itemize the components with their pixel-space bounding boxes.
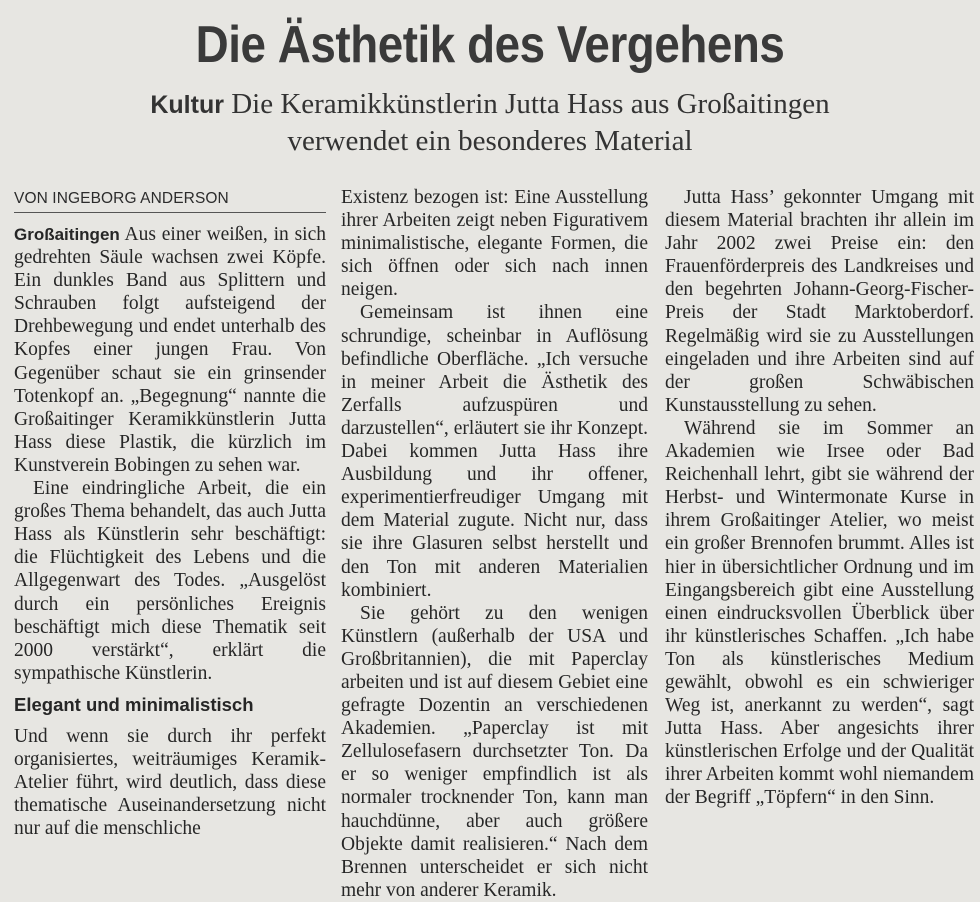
paragraph-7: Während sie im Sommer an Akademien wie Irsee oder Bad Reichenhall lehrt, gibt sie während der Herbst- und Wintermonate Kurse in ihrem Großaitinger Atelier, wo meist ein großer Brennofen brummt. Alles ist hier in übersichtlicher Ordnung und im Eingangsbereich gibt eine Ausstellung einen eindrucksvollen Überblick über ihr künstlerisches Schaffen. „Ich habe Ton als künstlerisches Medium gewählt, obwohl es ein schwieriger Weg ist, anerkannt zu werden“, sagt Jutta Hass. Aber angesichts ihrer künstlerischen Erfolge und der Qualität ihrer Arbeiten kommt wohl niemandem der Begriff „Töpfern“ in den Sinn. (665, 417, 974, 809)
subhead-line-2: verwendet ein besonderes Material (287, 125, 693, 157)
byline: VON INGEBORG ANDERSON (14, 188, 326, 213)
paragraph-1-text: Aus einer weißen, in sich gedrehten Säule wachsen zwei Köpfe. Ein dunkles Band aus Splittern und Schrauben folgt aufsteigend der Drehbewegung und endet unterhalb des Kopfes einer jungen Frau. Von Gegenüber schaut sie ein grinsender Totenkopf an. „Begegnung“ nannte die Großaitinger Keramikkünstlerin Jutta Hass diese Plastik, die kürzlich im Kunstverein Bobingen zu sehen war. (14, 224, 326, 476)
subheadline (0, 86, 980, 159)
paragraph-4: Gemeinsam ist ihnen eine schrundige, scheinbar in Auflösung befindliche Oberfläche. „Ich versuche in meiner Arbeit die Ästhetik des Zerfalls aufzuspüren und darzustellen“, erläutert sie ihr Konzept. Dabei kommen Jutta Hass ihre Ausbildung und ihr offener, experimentierfreudiger Umgang mit dem Material zugute. Nicht nur, dass sie ihre Glasuren selbst herstellt und den Ton mit anderen Materialien kombiniert. (341, 302, 648, 601)
subhead-line-1: Die Keramikkünstlerin Jutta Hass aus Großaitingen (231, 88, 830, 120)
paragraph-3-end: Existenz bezogen ist: Eine Ausstellung ihrer Arbeiten zeigt neben Figurativem minimalistische, elegante Formen, die sich öffnen oder sich nach innen neigen. (341, 187, 648, 301)
dateline: Großaitingen (14, 225, 120, 244)
paragraph-2: Eine eindringliche Arbeit, die ein großes Thema behandelt, das auch Jutta Hass als Künstlerin sehr beschäftigt: die Flüchtigkeit des Lebens und die Allgegenwart des Todes. „Ausgelöst durch ein persönliches Ereignis beschäftigt mich diese Thematik seit 2000 verstärkt“, erklärt die sympathische Künstlerin. (14, 478, 326, 684)
article-column-3 (665, 186, 974, 810)
article-column-1 (14, 188, 326, 840)
paragraph-5: Sie gehört zu den wenigen Künstlern (außerhalb der USA und Großbritannien), die mit Paperclay arbeiten und ist auf diesem Gebiet eine gefragte Dozentin an verschiedenen Akademien. „Paperclay ist mit Zellulosefasern durchsetzter Ton. Da er so weniger empfindlich ist als normaler trocknender Ton, kann man hauchdünne, aber auch größere Objekte damit realisieren.“ Nach dem Brennen unterscheidet er sich nicht mehr von anderer Keramik. (341, 602, 648, 901)
section-kicker: Kultur (150, 91, 224, 119)
article-column-2 (341, 186, 648, 902)
paragraph-1 (14, 223, 326, 477)
paragraph-3-start: Und wenn sie durch ihr perfekt organisiertes, weiträumiges Keramik-Atelier führt, wird deutlich, dass diese thematische Auseinandersetzung nicht nur auf die menschliche (14, 725, 326, 840)
paragraph-6: Jutta Hass’ gekonnter Umgang mit diesem Material brachten ihr allein im Jahr 2002 zwei Preise ein: den Frauenförderpreis des Landkreises und den begehrten Johann-Georg-Fischer-Preis der Stadt Marktoberdorf. Regelmäßig wird sie zu Ausstellungen eingeladen und ihre Arbeiten sind auf der großen Schwäbischen Kunstausstellung zu sehen. (665, 187, 974, 416)
subheading: Elegant und minimalistisch (14, 693, 254, 715)
headline: Die Ästhetik des Vergehens (195, 16, 785, 74)
